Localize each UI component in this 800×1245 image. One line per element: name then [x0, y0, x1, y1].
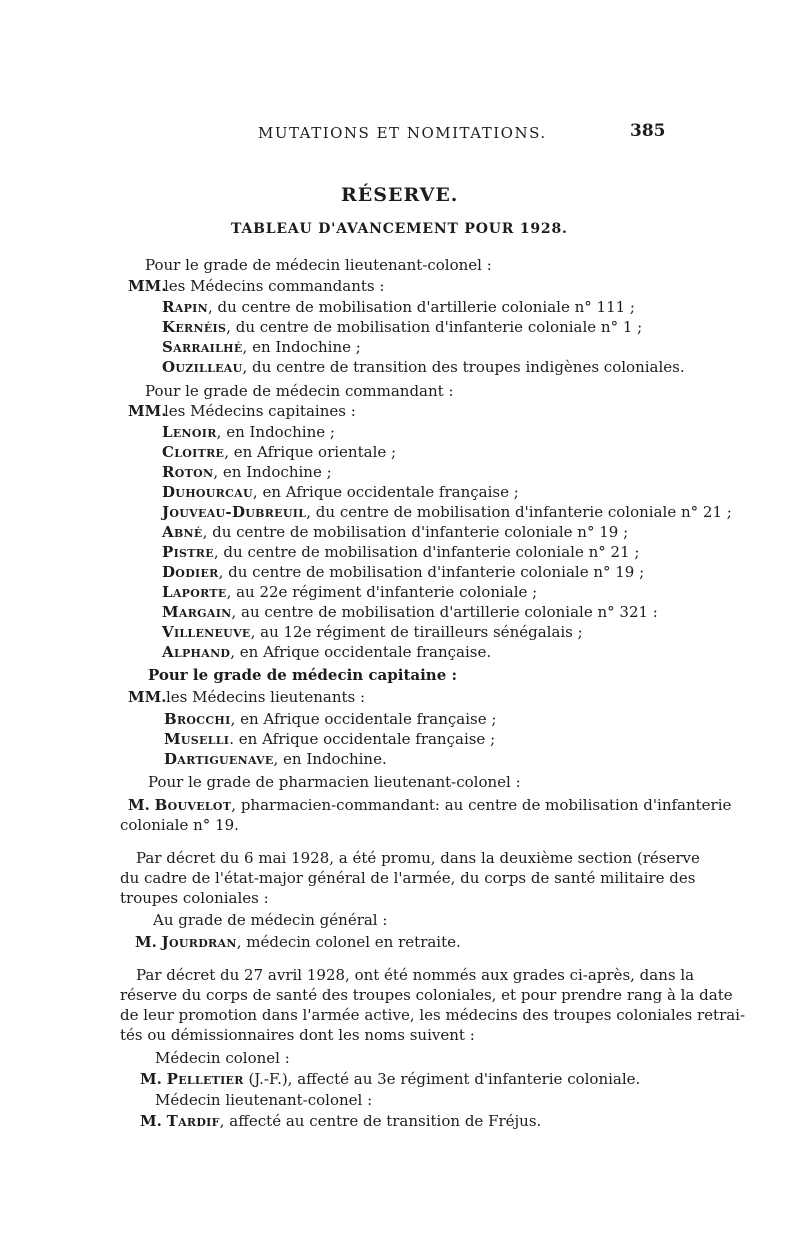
appointment-line: M. Pelletier (J.-F.), affecté au 3e régiment d'infanterie coloniale.: [140, 1070, 641, 1088]
category-label: les Médecins commandants :: [164, 277, 385, 295]
person-name: Alphand: [162, 643, 231, 661]
person-name: Abné: [162, 523, 203, 541]
running-title: MUTATIONS ET NOMITATIONS.: [258, 124, 547, 142]
pharmacien-line-2: coloniale n° 19.: [120, 816, 239, 834]
person-name: Brocchi: [164, 710, 231, 728]
list-item: Kernéis, du centre de mobilisation d'infanterie coloniale n° 1 ;: [162, 318, 643, 336]
grade-heading: Médecin colonel :: [155, 1049, 290, 1067]
pharmacien-line: M. Bouvelot, pharmacien-commandant: au centre de mobilisation d'infanterie: [128, 796, 732, 814]
category-label: les Médecins lieutenants :: [166, 688, 366, 706]
person-name: Pelletier: [166, 1070, 244, 1088]
person-name: Roton: [162, 463, 214, 481]
list-item: Ouzilleau, du centre de transition des troupes indigènes coloniales.: [162, 358, 685, 376]
list-item: Laporte, au 22e régiment d'infanterie coloniale ;: [162, 583, 538, 601]
list-item: Dodier, du centre de mobilisation d'infanterie coloniale n° 19 ;: [162, 563, 645, 581]
person-name: Cloitre: [162, 443, 225, 461]
section-title: RÉSERVE.: [341, 184, 459, 206]
decree-line: réserve du corps de santé des troupes coloniales, et pour prendre rang à la date: [120, 986, 733, 1004]
person-name: Duhourcau: [162, 483, 253, 501]
grade-heading: Médecin lieutenant-colonel :: [155, 1091, 373, 1109]
person-name: Sarrailhé: [162, 338, 243, 356]
person-name: Pistre: [162, 543, 214, 561]
m-prefix: M.: [140, 1112, 162, 1130]
person-name: Jourdran: [161, 933, 237, 951]
m-prefix: M.: [140, 1070, 162, 1088]
list-item: Brocchi, en Afrique occidentale française ;: [164, 710, 497, 728]
list-item: Roton, en Indochine ;: [162, 463, 332, 481]
list-item: Abné, du centre de mobilisation d'infanterie coloniale n° 19 ;: [162, 523, 629, 541]
person-name: Bouvelot: [154, 796, 232, 814]
list-item: Dartiguenave, en Indochine.: [164, 750, 387, 768]
mm-label: MM.: [128, 688, 167, 706]
list-item: Jouveau-Dubreuil, du centre de mobilisation d'infanterie coloniale n° 21 ;: [162, 503, 732, 521]
grade-heading: Pour le grade de médecin capitaine :: [148, 666, 457, 684]
person-name: Tardif: [166, 1112, 220, 1130]
list-item: Rapin, du centre de mobilisation d'artillerie coloniale n° 111 ;: [162, 298, 635, 316]
section-subtitle: TABLEAU D'AVANCEMENT POUR 1928.: [231, 221, 568, 237]
appointment-line: M. Jourdran, médecin colonel en retraite.: [135, 933, 461, 951]
list-item: Margain, au centre de mobilisation d'artillerie coloniale n° 321 :: [162, 603, 658, 621]
grade-heading: Pour le grade de médecin lieutenant-colonel :: [145, 256, 492, 274]
decree-line: troupes coloniales :: [120, 889, 269, 907]
person-name: Muselli: [164, 730, 230, 748]
list-item: Lenoir, en Indochine ;: [162, 423, 335, 441]
mm-label: MM.: [128, 277, 167, 295]
person-name: Laporte: [162, 583, 227, 601]
grade-heading: Pour le grade de pharmacien lieutenant-colonel :: [148, 773, 521, 791]
decree-line: de leur promotion dans l'armée active, les médecins des troupes coloniales retrai-: [120, 1006, 746, 1024]
list-item: Cloitre, en Afrique orientale ;: [162, 443, 397, 461]
person-name: Jouveau-Dubreuil: [162, 503, 307, 521]
person-name: Rapin: [162, 298, 208, 316]
person-name: Margain: [162, 603, 232, 621]
appointment-line: M. Tardif, affecté au centre de transition de Fréjus.: [140, 1112, 542, 1130]
page-number: 385: [630, 121, 666, 141]
list-item: Pistre, du centre de mobilisation d'infanterie coloniale n° 21 ;: [162, 543, 640, 561]
m-prefix: M.: [128, 796, 150, 814]
list-item: Alphand, en Afrique occidentale française.: [162, 643, 492, 661]
list-item: Muselli. en Afrique occidentale française ;: [164, 730, 496, 748]
decree-line: du cadre de l'état-major général de l'armée, du corps de santé militaire des: [120, 869, 696, 887]
person-name: Ouzilleau: [162, 358, 243, 376]
person-name: Dartiguenave: [164, 750, 274, 768]
mm-label: MM.: [128, 402, 167, 420]
list-item: Villeneuve, au 12e régiment de tirailleurs sénégalais ;: [162, 623, 583, 641]
decree-line: tés ou démissionnaires dont les noms suivent :: [120, 1026, 475, 1044]
person-name: Dodier: [162, 563, 219, 581]
decree-line: Par décret du 6 mai 1928, a été promu, dans la deuxième section (réserve: [136, 849, 700, 867]
person-name: Lenoir: [162, 423, 217, 441]
person-name: Kernéis: [162, 318, 227, 336]
decree-line: Par décret du 27 avril 1928, ont été nommés aux grades ci-après, dans la: [136, 966, 695, 984]
m-prefix: M.: [135, 933, 157, 951]
grade-heading: Au grade de médecin général :: [153, 911, 388, 929]
list-item: Duhourcau, en Afrique occidentale française ;: [162, 483, 519, 501]
list-item: Sarrailhé, en Indochine ;: [162, 338, 361, 356]
category-label: les Médecins capitaines :: [164, 402, 356, 420]
person-name: Villeneuve: [162, 623, 251, 641]
grade-heading: Pour le grade de médecin commandant :: [145, 382, 454, 400]
